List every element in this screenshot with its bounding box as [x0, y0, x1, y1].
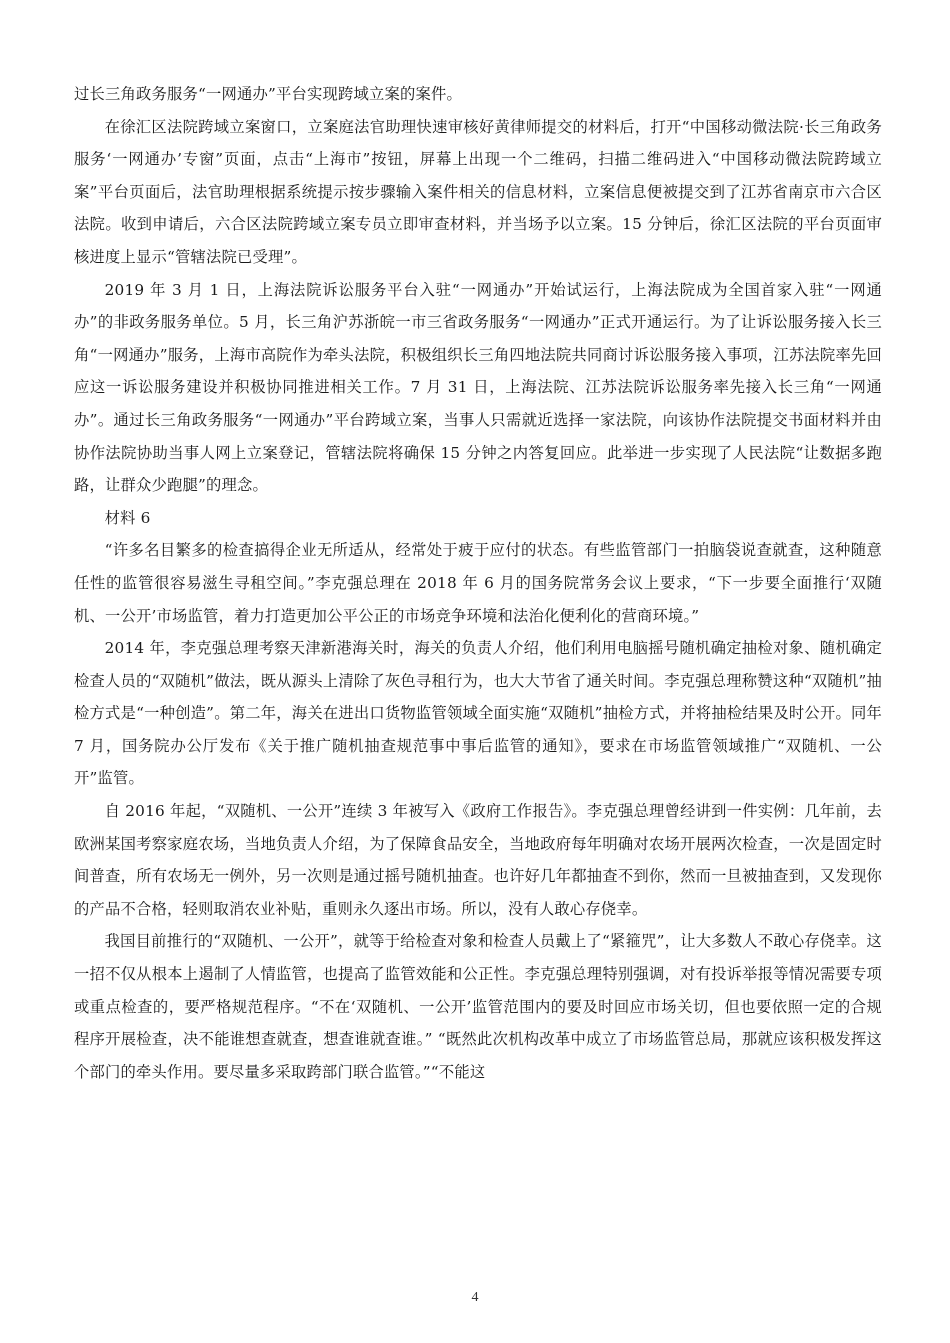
page-number: 4: [471, 1290, 479, 1305]
document-body: [74, 78, 882, 1088]
material-6-heading: 材料 6: [104, 508, 151, 527]
paragraph-inspection-quote: “许多名目繁多的检查搞得企业无所适从，经常处于疲于应付的状态。有些监管部门一拍脑袋说查就查，这种随意任性的监管很容易滋生寻租空间。”李克强总理在 2018 年 6 月的国务院常务会议上要求，“下一步要全面推行‘双随机、一公开’市场监管，着力打造更加公平公正的市场竞争环境和法治化便利化的营商环境。”: [74, 541, 882, 625]
paragraph-2019-platform: 2019 年 3 月 1 日，上海法院诉讼服务平台入驻“一网通办”开始试运行，上海法院成为全国首家入驻“一网通办”的非政务服务单位。5 月，长三角沪苏浙皖一市三省政务服务“一网通办”正式开通运行。为了让诉讼服务接入长三角“一网通办”服务，上海市高院作为牵头法院，积极组织长三角四地法院共同商讨诉讼服务接入事项，江苏法院率先回应这一诉讼服务建设并积极协同推进相关工作。7 月 31 日，上海法院、江苏法院诉讼服务率先接入长三角“一网通办”。通过长三角政务服务“一网通办”平台跨域立案，当事人只需就近选择一家法院，向该协作法院提交书面材料并由协作法院协助当事人网上立案登记，管辖法院将确保 15 分钟之内答复回应。此举进一步实现了人民法院“让数据多跑路，让群众少跑腿”的理念。: [74, 280, 882, 495]
paragraph-double-random: 我国目前推行的“双随机、一公开”，就等于给检查对象和检查人员戴上了“紧箍咒”，让大多数人不敢心存侥幸。这一招不仅从根本上遏制了人情监管，也提高了监管效能和公正性。李克强总理特别强调，对有投诉举报等情况需要专项或重点检查的，要严格规范程序。“不在‘双随机、一公开’监管范围内的要及时回应市场关切，但也要依照一定的合规程序开展检查，决不能谁想查就查，想查谁就查谁。” “既然此次机构改革中成立了市场监管总局，那就应该积极发挥这个部门的牵头作用。要尽量多采取跨部门联合监管。”“不能这: [74, 932, 882, 1081]
paragraph-2016-report: 自 2016 年起，“双随机、一公开”连续 3 年被写入《政府工作报告》。李克强总理曾经讲到一件实例：几年前，去欧洲某国考察家庭农场，当地负责人介绍，为了保障食品安全，当地政府每年明确对农场开展两次检查，一次是固定时间普查，所有农场无一例外，另一次则是通过摇号随机抽查。也许好几年都抽查不到你，然而一旦被抽查到，又发现你的产品不合格，轻则取消农业补贴，重则永久逐出市场。所以，没有人敢心存侥幸。: [74, 802, 882, 918]
paragraph-continuation: 过长三角政务服务“一网通办”平台实现跨域立案的案件。: [74, 85, 462, 103]
paragraph-xuhui-window: 在徐汇区法院跨域立案窗口，立案庭法官助理快速审核好黄律师提交的材料后，打开“中国移动微法院·长三角政务服务‘一网通办’专窗”页面，点击“上海市”按钮，屏幕上出现一个二维码，扫描二维码进入“中国移动微法院跨域立案”平台页面后，法官助理根据系统提示按步骤输入案件相关的信息材料，立案信息便被提交到了江苏省南京市六合区法院。收到申请后，六合区法院跨域立案专员立即审查材料，并当场予以立案。15 分钟后，徐汇区法院的平台页面审核进度上显示“管辖法院已受理”。: [74, 117, 882, 266]
paragraph-2014-customs: 2014 年，李克强总理考察天津新港海关时，海关的负责人介绍，他们利用电脑摇号随机确定抽检对象、随机确定检查人员的“双随机”做法，既从源头上清除了灰色寻租行为，也大大节省了通关时间。李克强总理称赞这种“双随机”抽检方式是“一种创造”。第二年，海关在进出口货物监管领域全面实施“双随机”抽检方式，并将抽检结果及时公开。同年 7 月，国务院办公厅发布《关于推广随机抽查规范事中事后监管的通知》，要求在市场监管领域推广“双随机、一公开”监管。: [74, 639, 882, 788]
